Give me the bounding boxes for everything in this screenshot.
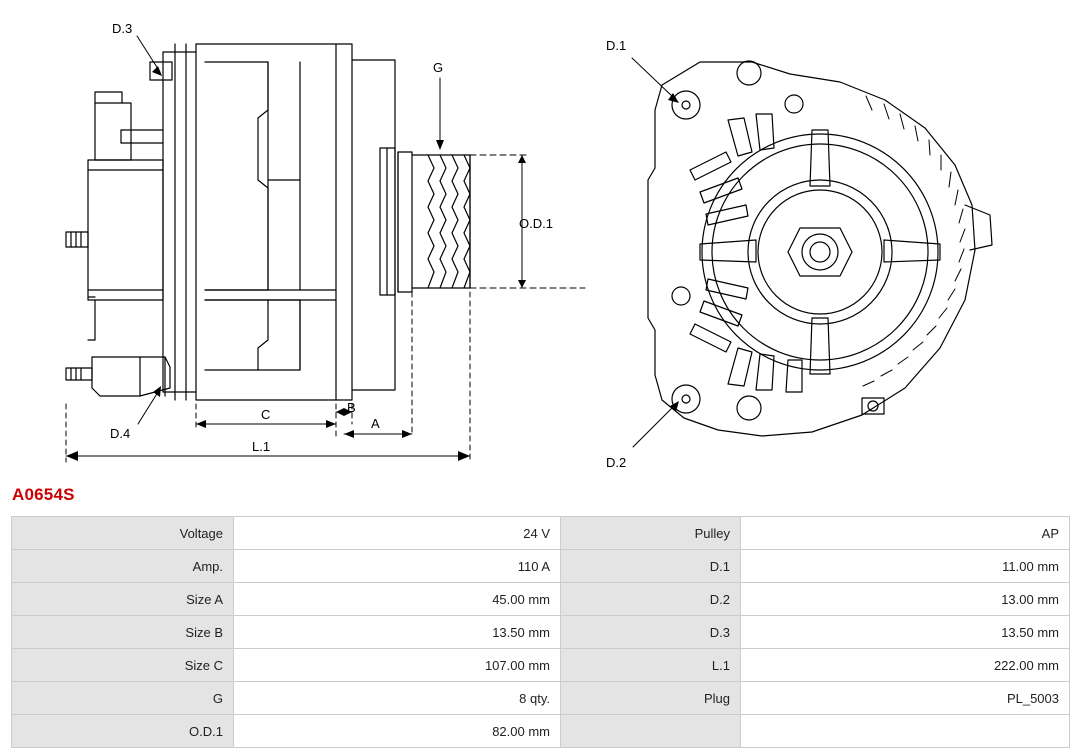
fan-spoke-top <box>810 130 830 186</box>
table-row <box>12 616 1070 649</box>
table-row <box>12 517 1070 550</box>
spec-value-size-a: 45.00 mm <box>234 583 561 616</box>
vent-slots-upper <box>690 114 774 225</box>
spec-value-d2: 13.00 mm <box>741 583 1070 616</box>
label-d3: D.3 <box>112 21 133 36</box>
spec-value-g: 8 qty. <box>234 682 561 715</box>
spec-value-od1: 82.00 mm <box>234 715 561 748</box>
rear-terminal-block <box>95 92 131 160</box>
spec-value-d1: 11.00 mm <box>741 550 1070 583</box>
mount-hole-mid-left <box>672 287 690 305</box>
spec-label-d3: D.3 <box>561 616 741 649</box>
bracket-tab <box>862 398 884 414</box>
spec-label-amp: Amp. <box>12 550 234 583</box>
label-g: G <box>433 60 444 75</box>
spec-label-od1: O.D.1 <box>12 715 234 748</box>
specification-table <box>11 516 1070 748</box>
label-d2: D.2 <box>606 455 627 470</box>
center-hex-nut <box>788 228 852 276</box>
spec-value-voltage: 24 V <box>234 517 561 550</box>
spec-label-g: G <box>12 682 234 715</box>
pulley-body <box>412 155 470 288</box>
vent-slots-lower <box>690 279 802 392</box>
terminal-stud-bottom <box>66 368 92 380</box>
table-row <box>12 649 1070 682</box>
mount-hole-bottom <box>737 396 761 420</box>
front-housing-outline <box>648 62 975 436</box>
spec-value-amp: 110 A <box>234 550 561 583</box>
label-b: B <box>347 400 356 415</box>
label-a: A <box>371 416 380 431</box>
spec-label-size-c: Size C <box>12 649 234 682</box>
spec-label-plug: Plug <box>561 682 741 715</box>
spec-value-l1: 222.00 mm <box>741 649 1070 682</box>
spec-label-l1: L.1 <box>561 649 741 682</box>
spec-value-plug: PL_5003 <box>741 682 1070 715</box>
spec-value-empty <box>741 715 1070 748</box>
table-row <box>12 682 1070 715</box>
spec-label-voltage: Voltage <box>12 517 234 550</box>
spec-label-size-b: Size B <box>12 616 234 649</box>
mount-hole-upper-right <box>785 95 803 113</box>
pulley-grooves <box>428 155 434 288</box>
spec-value-size-c: 107.00 mm <box>234 649 561 682</box>
spec-label-d2: D.2 <box>561 583 741 616</box>
spec-label-empty <box>561 715 741 748</box>
spec-label-pulley: Pulley <box>561 517 741 550</box>
part-code: A0654S <box>12 485 75 504</box>
label-c: C <box>261 407 271 422</box>
spec-value-d3: 13.50 mm <box>741 616 1070 649</box>
table-row <box>12 550 1070 583</box>
mount-hole-d1 <box>672 91 700 119</box>
fan-spoke-bottom <box>810 318 830 374</box>
table-row <box>12 583 1070 616</box>
spec-label-d1: D.1 <box>561 550 741 583</box>
spec-value-size-b: 13.50 mm <box>234 616 561 649</box>
label-d1: D.1 <box>606 38 627 53</box>
front-main-ring <box>702 134 938 370</box>
spec-value-pulley: AP <box>741 517 1070 550</box>
label-l1: L.1 <box>252 439 271 454</box>
terminal-stud-rear <box>66 232 88 247</box>
side-boss <box>965 205 992 250</box>
table-row <box>12 715 1070 748</box>
alternator-body <box>163 44 395 400</box>
label-d4: D.4 <box>110 426 131 441</box>
label-od1: O.D.1 <box>519 216 553 231</box>
rear-housing <box>88 160 163 300</box>
spec-label-size-a: Size A <box>12 583 234 616</box>
front-inner-ring <box>748 180 892 324</box>
mount-hole-top <box>737 61 761 85</box>
